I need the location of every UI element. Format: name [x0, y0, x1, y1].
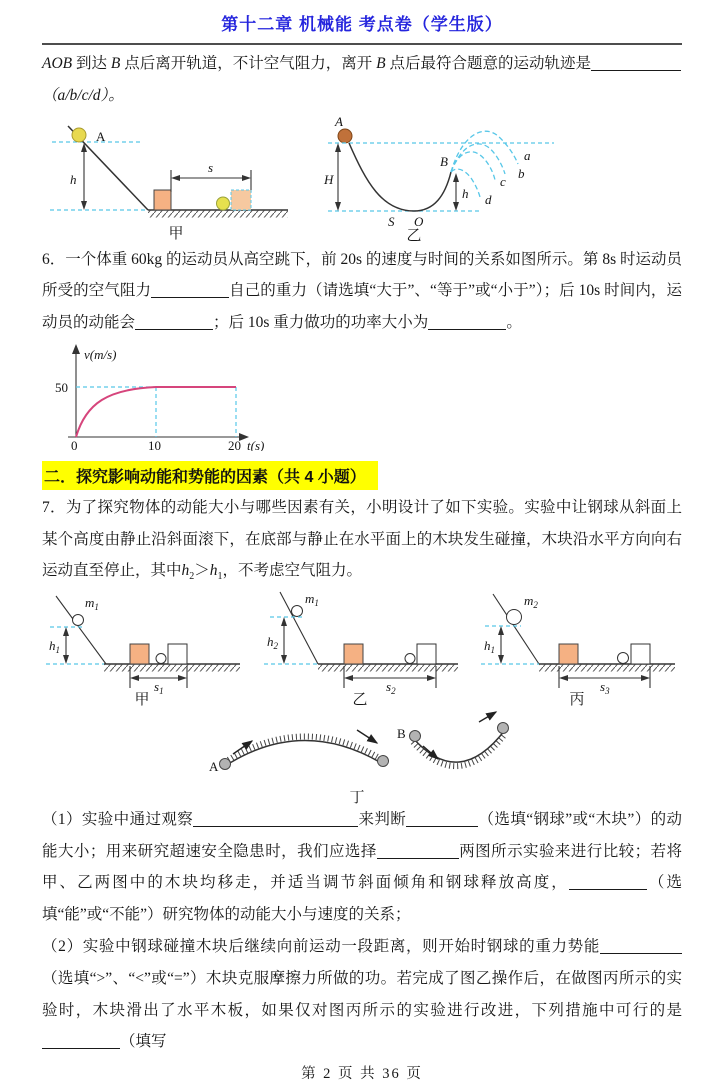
label-H: H	[324, 171, 334, 187]
label-s: s	[208, 159, 214, 175]
ball-hill-right	[378, 755, 389, 766]
label-h1: $h_1$	[49, 637, 60, 655]
label-s2: $s_2$	[385, 678, 396, 696]
answer-blank	[600, 938, 682, 954]
label-A: A	[335, 113, 343, 129]
wood-block	[344, 644, 363, 664]
y-tick-50: 50	[55, 379, 68, 395]
arrowhead	[344, 675, 353, 681]
q2-text: （选填“>”、“<”或“=”）木块克服摩擦力所做的功。若完成了图乙操作后，在做图丙所示的实验时，木块滑出了水平木板，如果仅对图丙所示的实验进行改进，下列措施中可行的是	[42, 969, 682, 1019]
caption-jia: 甲	[168, 225, 184, 242]
velocity-arrow	[479, 712, 496, 722]
block-start	[154, 190, 171, 210]
label-h1: $h_1$	[484, 637, 495, 655]
velocity-time-graph-wrap	[44, 341, 682, 456]
answer-blank	[193, 811, 358, 827]
q1-text: （选填“能”或“不能”）研究物体的动能大小与速度的关系；	[42, 874, 682, 924]
label-h: h	[462, 185, 469, 201]
steel-ball-large	[507, 609, 522, 624]
ball-stopped	[405, 653, 415, 663]
q7-text: ，不考虑空气阻力。	[222, 562, 363, 580]
ball-stopped	[156, 653, 166, 663]
steel-ball	[73, 614, 84, 625]
math-h1-sub: 1	[217, 571, 223, 583]
label-s1: $s_1$	[154, 678, 164, 696]
hill-track	[225, 740, 383, 766]
arrowhead	[281, 655, 287, 664]
ball-valley-left	[410, 730, 421, 741]
caption-ding: 丁	[349, 789, 365, 804]
q2-text: （填写	[120, 1033, 167, 1051]
block-final	[417, 644, 436, 664]
figure-incline-jia	[46, 122, 296, 242]
q6-text: 6．一个体重 60kg 的运动员从高空跳下，前 20s 的速度与时间的关系如图所示。第 8s 时运动员所受的空气阻力	[42, 250, 682, 300]
arrowhead	[242, 175, 251, 181]
label-m2: $m_2$	[524, 592, 538, 610]
label-O: O	[414, 213, 424, 229]
section-heading: 二．探究影响动能和势能的因素（共 4 小题）	[42, 461, 378, 490]
arrowhead	[178, 675, 187, 681]
x-tick-10: 10	[148, 437, 161, 451]
ground-hatch	[104, 664, 240, 671]
ground-hatch	[148, 210, 288, 217]
y-axis-label: v(m/s)	[84, 346, 117, 362]
wood-block	[130, 644, 149, 664]
figure-valley-yi	[322, 114, 562, 242]
q1-text: （1）实验中通过观察	[42, 810, 194, 828]
arrowhead	[81, 201, 87, 210]
arrowhead	[281, 617, 287, 626]
wood-block	[559, 644, 578, 664]
block-final	[231, 190, 251, 210]
arrowhead	[453, 173, 459, 182]
header-divider	[42, 43, 682, 45]
arrowhead	[171, 175, 180, 181]
page-title: 第十二章 机械能 考点卷（学生版）	[221, 15, 503, 34]
velocity-time-graph	[44, 341, 279, 451]
intro-options: （a/b/c/d）。	[42, 86, 124, 104]
q6-text: 。	[506, 314, 522, 332]
arrowhead	[498, 655, 504, 664]
figure-row-experiment	[42, 590, 682, 706]
q1-text: 两图所示实验来进行比较；若将甲、乙两图中的木块均移走，并适当调节斜面倾角和钢球释放高度，	[42, 842, 682, 892]
x-tick-0: 0	[71, 437, 78, 451]
label-S: S	[388, 213, 395, 229]
intro-text: AOB	[42, 55, 73, 72]
block-final	[168, 644, 187, 664]
label-traj-c: c	[500, 173, 506, 189]
ball-A	[338, 129, 352, 143]
ball-hill-left	[220, 758, 231, 769]
arrowhead	[63, 627, 69, 636]
label-m1: $m_1$	[304, 590, 319, 608]
label-A: A	[209, 758, 219, 774]
caption-bing: 丙	[569, 691, 585, 706]
ball-stopped	[618, 652, 629, 663]
ball-valley-right	[498, 722, 509, 733]
figure-row-track	[42, 114, 682, 242]
answer-blank	[569, 874, 647, 890]
arrowhead	[63, 655, 69, 664]
arrowhead	[559, 675, 568, 681]
intro-text: B	[376, 55, 386, 72]
ball-A	[72, 128, 86, 142]
q1-text: 来判断	[358, 810, 407, 828]
arrowhead	[498, 626, 504, 635]
q6-text: ；后 10s 重力做功的功率大小为	[213, 314, 429, 332]
q7-text: 7．为了探究物体的动能大小与哪些因素有关，小明设计了如下实验。实验中让钢球从斜面上某个高度由静止沿斜面滚下，在底部与静止在水平面上的木块发生碰撞，木块沿水平方向向右运动直至停止，其中	[42, 498, 682, 580]
question-7-part2	[42, 931, 682, 1058]
label-B: B	[397, 725, 406, 741]
ground-hatch	[318, 664, 458, 671]
answer-blank	[151, 282, 229, 298]
figure-exp-jia	[42, 590, 247, 706]
label-traj-b: b	[518, 165, 525, 181]
label-A: A	[96, 128, 106, 144]
question-7-part1	[42, 804, 682, 931]
label-B: B	[440, 153, 448, 169]
question-6	[42, 244, 682, 339]
label-traj-a: a	[524, 147, 531, 163]
label-h: h	[70, 171, 77, 187]
steel-ball	[291, 605, 302, 616]
figure-exp-bing	[477, 590, 682, 706]
arrowhead	[427, 675, 436, 681]
intro-paragraph	[42, 48, 682, 112]
velocity-arrow	[357, 730, 377, 743]
track-curve	[349, 143, 451, 211]
q6-text: 自己的重力（请选填“大于”、“等于”或“小于”）；后 10s 时间内，运动员的动能会	[42, 282, 682, 332]
block-final	[631, 644, 650, 664]
answer-blank	[591, 55, 681, 71]
answer-blank	[406, 811, 478, 827]
intro-text: 点后最符合题意的运动轨迹是	[385, 55, 591, 72]
math-gt: ＞	[194, 562, 210, 580]
answer-blank	[377, 843, 459, 859]
figure-ding	[207, 710, 517, 804]
arrowhead	[641, 675, 650, 681]
caption-yi: 乙	[351, 691, 368, 706]
label-h2: $h_2$	[266, 633, 278, 651]
label-traj-d: d	[485, 191, 492, 207]
trajectory-a	[451, 131, 518, 172]
math-h1: h	[209, 562, 218, 580]
caption-jia: 甲	[134, 691, 150, 706]
answer-blank	[428, 314, 506, 330]
arrowhead	[335, 143, 341, 152]
arrowhead	[335, 202, 341, 211]
caption-yi: 乙	[406, 227, 422, 242]
q1-text: （选填“钢球”或“木块”）的动能大小；用来研究超速安全隐患时，我们应选择	[42, 810, 682, 860]
label-m1: $m_1$	[85, 594, 99, 612]
answer-blank	[135, 314, 213, 330]
intro-text: B	[110, 55, 121, 72]
answer-blank	[42, 1033, 120, 1049]
x-tick-20: 20	[228, 437, 241, 451]
y-axis-arrow	[72, 344, 80, 354]
figure-ding-wrap	[42, 710, 682, 804]
math-h2-sub: 2	[189, 571, 195, 583]
x-axis-label: t(s)	[247, 437, 265, 451]
math-h2: h	[181, 562, 190, 580]
intro-text: 到达	[72, 55, 111, 72]
figure-exp-yi	[260, 590, 465, 706]
arrowhead	[130, 675, 139, 681]
arrowhead	[453, 202, 459, 211]
page-number: 第 2 页 共 36 页	[301, 1066, 423, 1083]
intro-text: 点后离开轨道，不计空气阻力，离开	[120, 55, 377, 72]
ball-final	[217, 197, 230, 210]
q2-text: （2）实验中钢球碰撞木块后继续向前运动一段距离，则开始时钢球的重力势能	[42, 938, 600, 956]
label-s3: $s_3$	[600, 678, 610, 696]
question-7	[42, 492, 682, 588]
